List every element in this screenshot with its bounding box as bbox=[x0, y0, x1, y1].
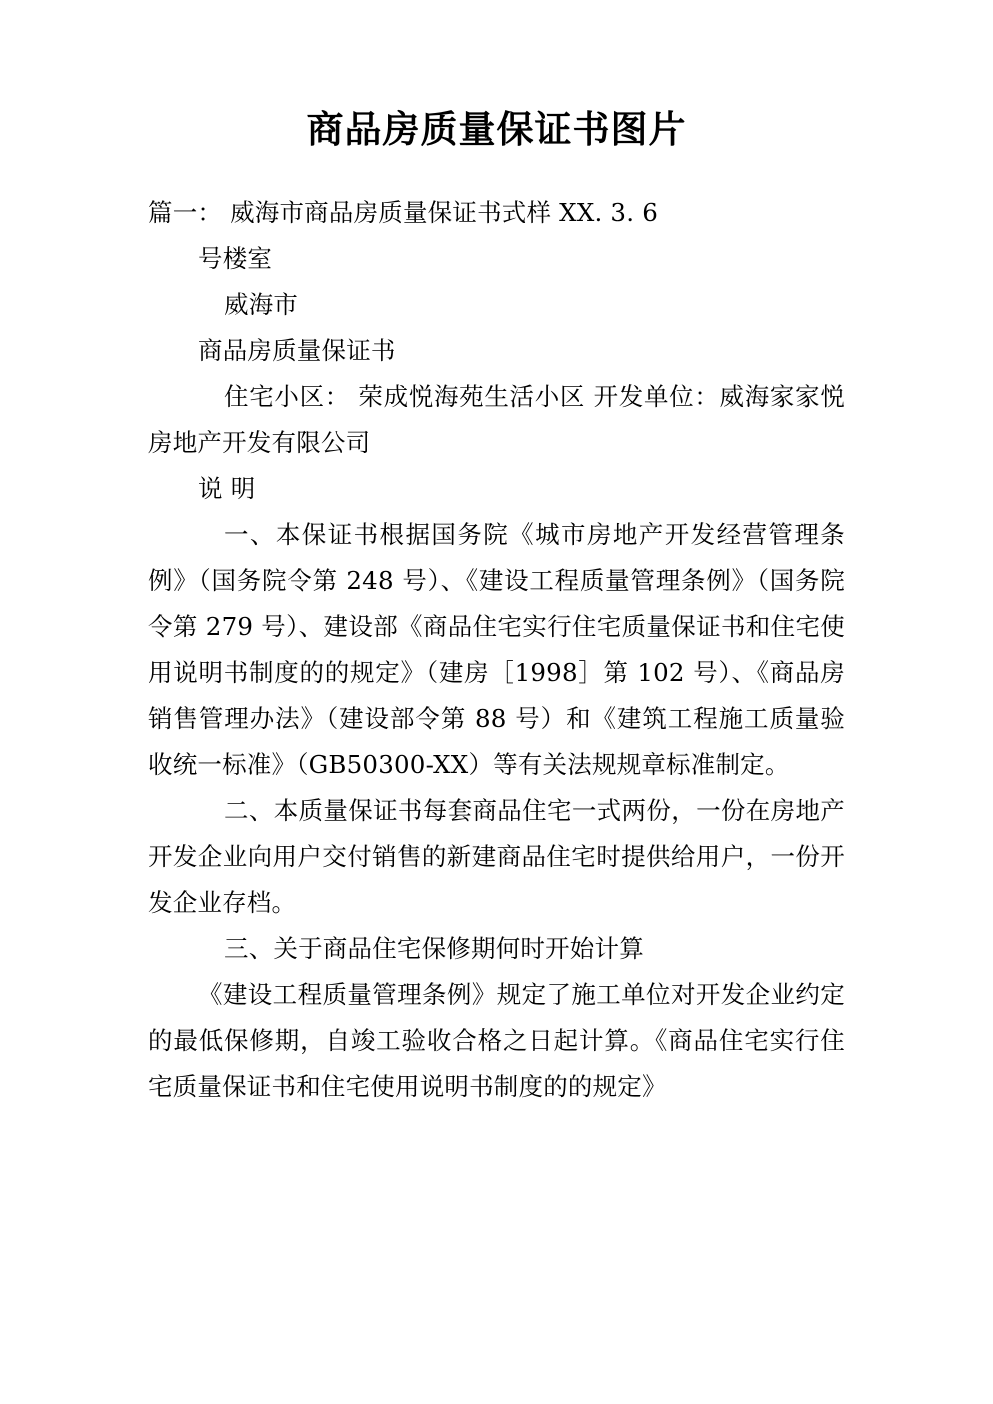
paragraph: 一、本保证书根据国务院《城市房地产开发经营管理条例》（国务院令第 248 号）、《建设工程质量管理条例》（国务院令第 279 号）、建设部《商品住宅实行住宅质量保证书和住宅使用说明书制度的的规定》（建房［1998］第 102 号）、《商品房销售管理办法》（建设部令第 88 号）和《建筑工程施工质量验收统一标准》（GB50300-XX）等有关法规规章标准制定。 bbox=[148, 519, 845, 779]
paragraph: 篇一： 威海市商品房质量保证书式样 XX. 3. 6 bbox=[148, 197, 658, 227]
paragraph: 威海市 bbox=[224, 289, 299, 319]
page-title: 商品房质量保证书图片 bbox=[306, 108, 687, 151]
paragraph: 商品房质量保证书 bbox=[198, 335, 396, 365]
document-body bbox=[148, 190, 845, 1110]
paragraph: 号楼室 bbox=[198, 243, 273, 273]
paragraph: 说 明 bbox=[198, 473, 256, 503]
paragraph: 三、关于商品住宅保修期何时开始计算 bbox=[224, 933, 644, 963]
paragraph: 二、本质量保证书每套商品住宅一式两份，一份在房地产开发企业向用户交付销售的新建商品住宅时提供给用户，一份开发企业存档。 bbox=[148, 795, 845, 917]
paragraph: 住宅小区： 荣成悦海苑生活小区 开发单位：威海家家悦房地产开发有限公司 bbox=[148, 381, 845, 457]
paragraph: 《建设工程质量管理条例》规定了施工单位对开发企业约定的最低保修期，自竣工验收合格之日起计算。《商品住宅实行住宅质量保证书和住宅使用说明书制度的的规定》 bbox=[148, 979, 845, 1101]
